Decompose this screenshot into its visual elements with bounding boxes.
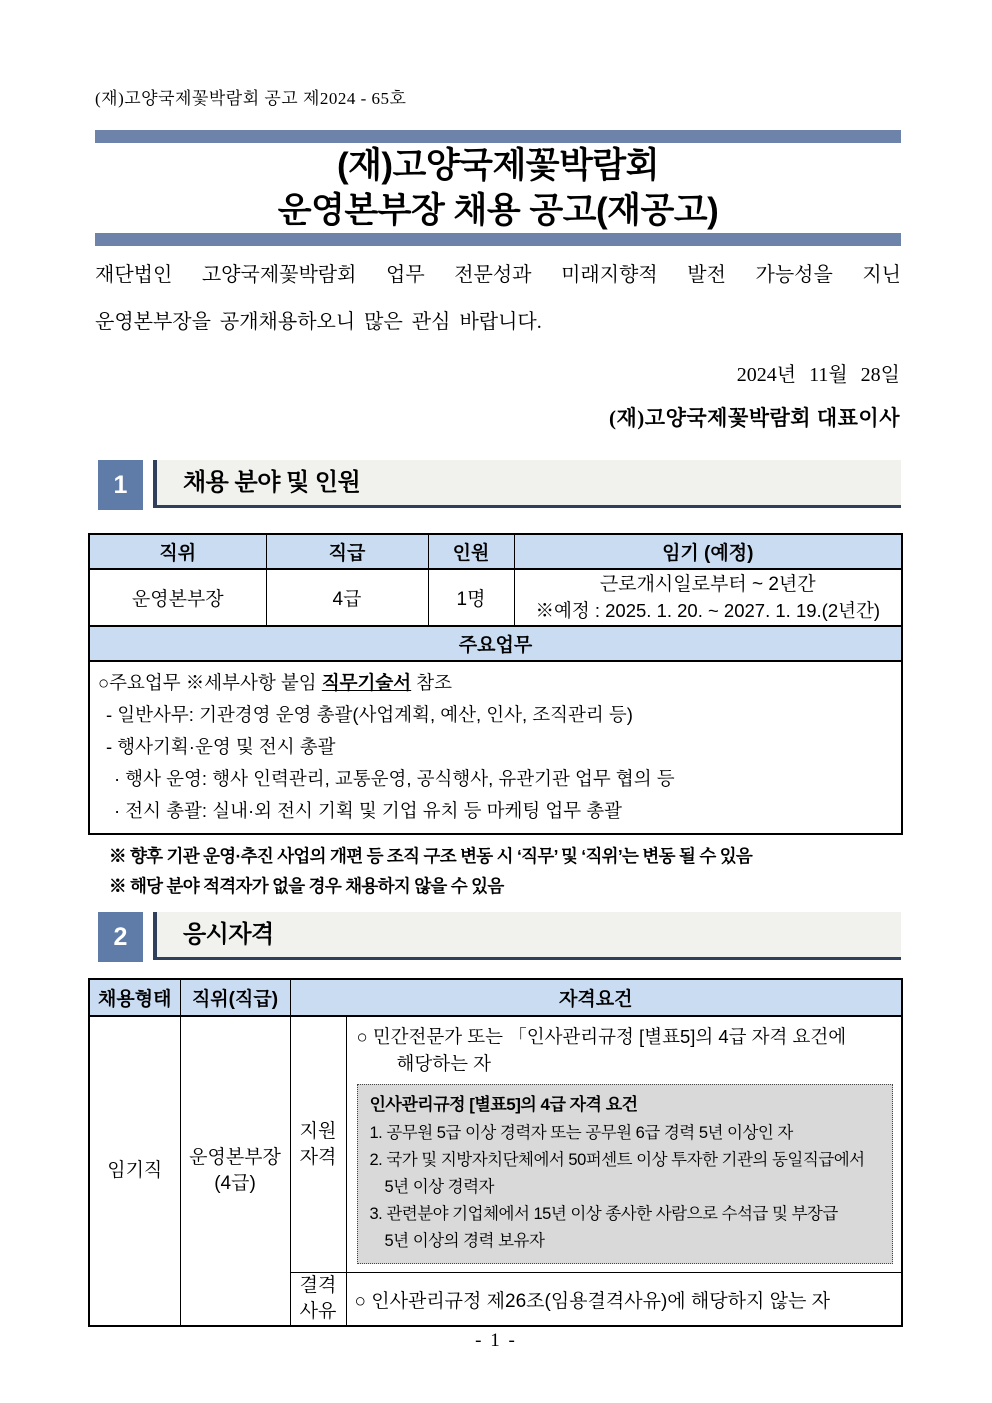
col-header-term: 임기 (예정) (514, 534, 902, 569)
duties-body-row (89, 661, 902, 834)
regulation-box-title: 인사관리규정 [별표5]의 4급 자격 요건 (369, 1095, 638, 1114)
section-2-title: 응시자격 (183, 921, 274, 948)
notes-block (95, 841, 907, 901)
section-1-title: 채용 분야 및 인원 (183, 469, 361, 496)
label-line: 결격 (299, 1275, 337, 1296)
duty-item: · 행사 운영: 행사 인력관리, 교통운영, 공식행사, 유관기관 업무 협의 등 (114, 768, 675, 789)
col-header-position: 직위 (89, 534, 266, 569)
table-header-row (89, 979, 902, 1016)
qualification-intro-line-2: 해당하는 자 (396, 1053, 491, 1074)
col-header-grade: 직급 (266, 534, 428, 569)
signature-line: (재)고양국제꽃박람회 대표이사 (609, 406, 900, 430)
term-line-1: 근로개시일로부터 ~ 2년간 (599, 574, 816, 595)
cell-term (514, 569, 902, 626)
qualification-table (88, 978, 903, 1327)
table-row (89, 569, 902, 626)
col-header-qualifications: 자격요건 (290, 979, 902, 1016)
label-line: 자격 (299, 1146, 337, 1168)
cell-position-grade (180, 1016, 290, 1326)
cell-employment-type: 임기직 (89, 1016, 180, 1326)
doc-number: (재)고양국제꽃박람회 공고 제2024 - 65호 (95, 89, 407, 108)
duty-job-description-ref: 직무기술서 (321, 672, 412, 693)
doc-title-line-1: (재)고양국제꽃박람회 (336, 146, 660, 185)
cell-count: 1명 (428, 569, 514, 626)
col-header-employment-type: 채용형태 (89, 979, 180, 1016)
label-application-qualification (290, 1016, 346, 1273)
duty-line-main (98, 667, 893, 699)
qualification-intro-line-1: ○ 민간전문가 또는 「인사관리규정 [별표5]의 4급 자격 요건에 (356, 1026, 847, 1047)
qualification-row (89, 1016, 902, 1273)
label-line: 지원 (299, 1120, 337, 1142)
intro-line-1: 재단법인 고양국제꽃박람회 업무 전문성과 미래지향적 발전 가능성을 지닌 (95, 264, 901, 286)
regulation-detail-box (357, 1084, 894, 1264)
duty-item: - 일반사무: 기관경영 운영 총괄(사업계획, 예산, 인사, 조직관리 등) (106, 704, 633, 725)
duty-prefix: ○주요업무 ※세부사항 붙임 (98, 672, 322, 693)
section-2-title-panel (157, 912, 901, 960)
duty-item: · 전시 총괄: 실내·외 전시 기획 및 기업 유치 등 마케팅 업무 총괄 (114, 800, 623, 821)
doc-title-line-2: 운영본부장 채용 공고(재공고) (277, 191, 719, 230)
cell-grade: 4급 (266, 569, 428, 626)
col-header-count: 인원 (428, 534, 514, 569)
duties-header-row (89, 626, 902, 661)
section-2-header (95, 912, 901, 964)
page-number: - 1 - (475, 1330, 517, 1351)
intro-line-2: 운영본부장을 공개채용하오니 많은 관심 바랍니다. (95, 311, 542, 333)
title-bottom-bar (95, 233, 901, 246)
position-line-1: 운영본부장 (189, 1147, 281, 1168)
cell-position: 운영본부장 (89, 569, 266, 626)
regulation-item-continuation: 5년 이상 경력자 (384, 1178, 494, 1196)
regulation-item: 1. 공무원 5급 이상 경력자 또는 공무원 6급 경력 5년 이상인 자 (369, 1124, 793, 1142)
regulation-item: 3. 관련분야 기업체에서 15년 이상 종사한 사람으로 수석급 및 부장급 (369, 1205, 838, 1223)
label-line: 사유 (299, 1301, 337, 1322)
note-line: ※ 향후 기관 운영·추진 사업의 개편 등 조직 구조 변동 시 ‘직무’ 및 ‘직위’는 변동 될 수 있음 (109, 846, 753, 866)
disqualification-content: ○ 인사관리규정 제26조(임용결격사유)에 해당하지 않는 자 (346, 1273, 902, 1327)
term-line-2: ※예정 : 2025. 1. 20. ~ 2027. 1. 19.(2년간) (535, 600, 881, 621)
qualification-content (346, 1016, 902, 1273)
duties-header: 주요업무 (89, 626, 902, 661)
section-1-number-badge: 1 (98, 460, 143, 510)
section-1-header (95, 460, 901, 512)
col-header-position-grade: 직위(직급) (180, 979, 290, 1016)
section-1-title-panel (157, 460, 901, 508)
duties-content (89, 661, 902, 834)
intro-paragraph (95, 262, 901, 335)
regulation-item: 2. 국가 및 지방자치단체에서 50퍼센트 이상 투자한 기관의 동일직급에서 (369, 1151, 865, 1169)
duty-item: - 행사기획·운영 및 전시 총괄 (106, 736, 336, 757)
recruitment-table (88, 533, 903, 835)
position-line-2: (4급) (214, 1173, 256, 1194)
regulation-item-continuation: 5년 이상의 경력 보유자 (384, 1232, 545, 1250)
title-top-bar (95, 130, 901, 143)
title-block (95, 130, 901, 246)
label-disqualification (290, 1273, 346, 1327)
table-header-row (89, 534, 902, 569)
announcement-date: 2024년 11월 28일 (736, 364, 900, 386)
note-line: ※ 해당 분야 적격자가 없을 경우 채용하지 않을 수 있음 (109, 876, 504, 896)
duty-suffix: 참조 (411, 672, 453, 693)
section-2-number-badge: 2 (98, 912, 143, 962)
